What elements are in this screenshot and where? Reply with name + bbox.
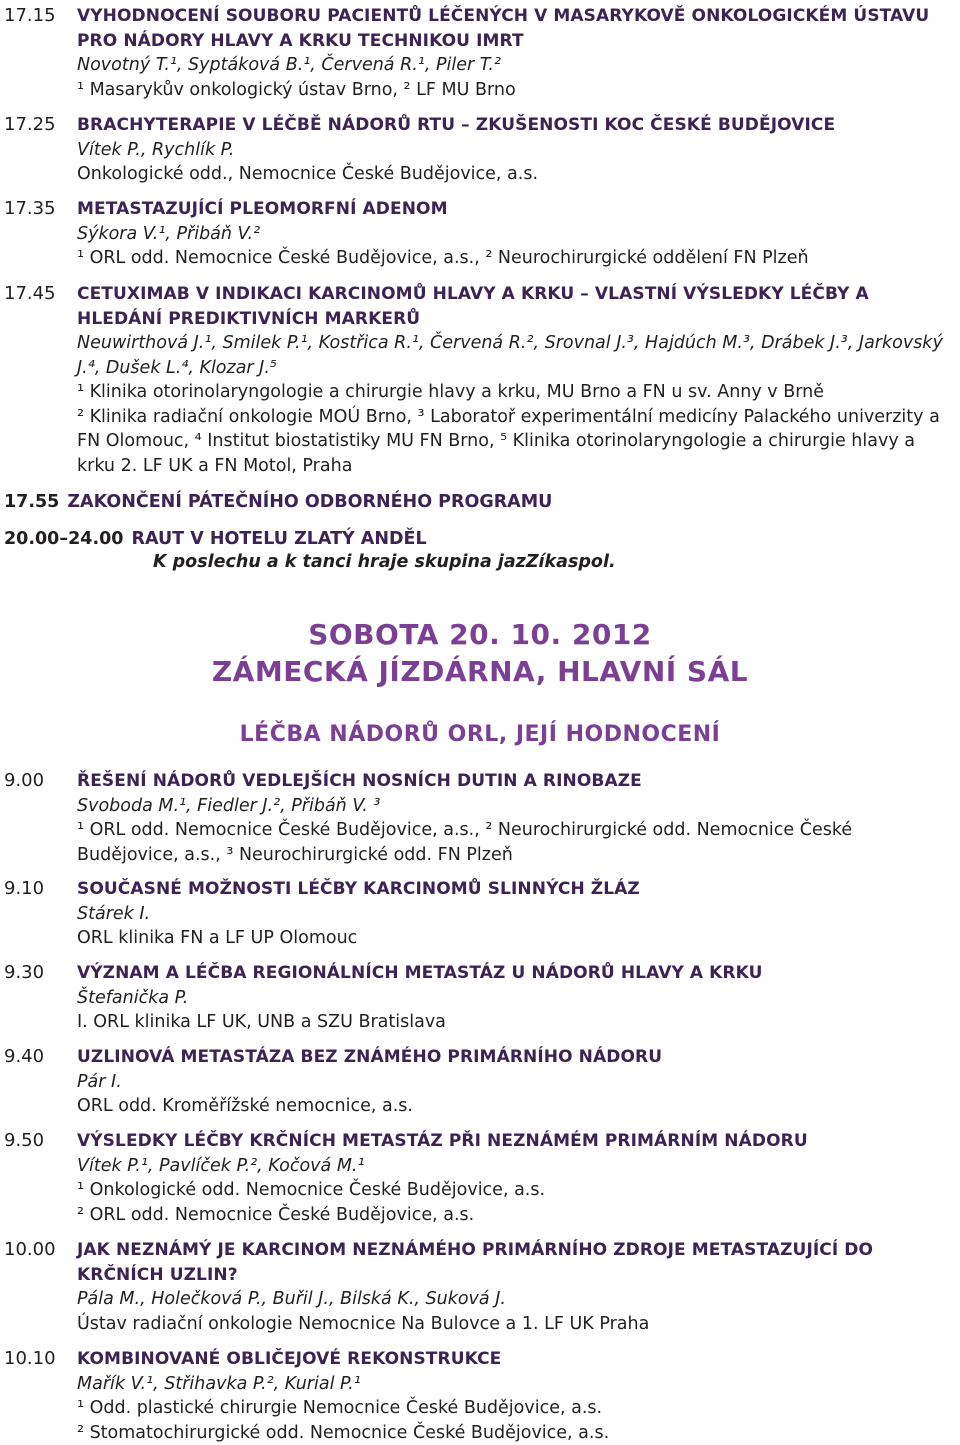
entry-time: 17.15	[4, 5, 56, 26]
entry-affiliation: ¹ Onkologické odd. Nemocnice České Budějovice, a.s.	[77, 1180, 546, 1200]
entry-affiliation: Onkologické odd., Nemocnice České Budějovice, a.s.	[77, 164, 539, 184]
entry-affiliation: ¹ Klinika otorinolaryngologie a chirurgie hlavy a krku, MU Brno a FN u sv. Anny v Brně	[77, 382, 824, 402]
raut-time: 20.00–24.00	[4, 529, 124, 549]
entry-title: VÝSLEDKY LÉČBY KRČNÍCH METASTÁZ PŘI NEZNÁMÉM PRIMÁRNÍM NÁDORU	[77, 1131, 808, 1151]
closing-line	[4, 490, 552, 515]
closing-title: ZAKONČENÍ PÁTEČNÍHO ODBORNÉHO PROGRAMU	[67, 492, 553, 512]
entry-body	[77, 877, 954, 951]
entry-body	[77, 4, 954, 102]
entry-authors: Svoboda M.¹, Fiedler J.², Přibáň V. ³	[77, 795, 381, 816]
entry-affiliation: ² Stomatochirurgické odd. Nemocnice České Budějovice, a.s.	[77, 1422, 610, 1443]
entry-time: 17.35	[4, 198, 56, 219]
entry-affiliation: ¹ Odd. plastické chirurgie Nemocnice České Budějovice, a.s.	[77, 1398, 603, 1418]
entry-title: ŘEŠENÍ NÁDORŮ VEDLEJŠÍCH NOSNÍCH DUTIN A RINOBAZE	[77, 771, 642, 791]
entry-body	[77, 961, 954, 1035]
entry-title: SOUČASNÉ MOŽNOSTI LÉČBY KARCINOMŮ SLINNÝCH ŽLÁZ	[77, 879, 640, 899]
entry-body	[77, 197, 954, 271]
entry-title: KOMBINOVANÉ OBLIČEJOVÉ REKONSTRUKCE	[77, 1349, 502, 1369]
entry-time: 10.10	[4, 1348, 56, 1369]
entry-affiliation: ² Klinika radiační onkologie MOÚ Brno, ³ Laboratoř experimentální medicíny Palackého univerzity a FN Olomouc, ⁴ Institut biostatistiky MU FN Brno, ⁵ Klinika otorinolaryngologie a chirurgie hlavy a krku 2. LF UK a FN Motol, Praha	[77, 406, 940, 476]
entry-time: 10.00	[4, 1239, 56, 1260]
entry-authors: Stárek I.	[77, 903, 151, 924]
entry-title: BRACHYTERAPIE V LÉČBĚ NÁDORŮ RTU – ZKUŠENOSTI KOC ČESKÉ BUDĚJOVICE	[77, 115, 836, 135]
entry-title: METASTAZUJÍCÍ PLEOMORFNÍ ADENOM	[77, 199, 448, 219]
entry-title: UZLINOVÁ METASTÁZA BEZ ZNÁMÉHO PRIMÁRNÍHO NÁDORU	[77, 1047, 663, 1067]
day-venue: ZÁMECKÁ JÍZDÁRNA, HLAVNÍ SÁL	[211, 655, 749, 688]
entry-time: 17.45	[4, 283, 56, 304]
raut-title: RAUT V HOTELU ZLATÝ ANDĚL	[131, 529, 427, 549]
entry-title: JAK NEZNÁMÝ JE KARCINOM NEZNÁMÉHO PRIMÁRNÍHO ZDROJE METASTAZUJÍCÍ DO KRČNÍCH UZLIN?	[77, 1240, 874, 1285]
day-date: SOBOTA 20. 10. 2012	[308, 618, 652, 651]
entry-affiliation: I. ORL klinika LF UK, UNB a SZU Bratislava	[77, 1012, 446, 1032]
entry-title: CETUXIMAB V INDIKACI KARCINOMŮ HLAVY A KRKU – VLASTNÍ VÝSLEDKY LÉČBY A HLEDÁNÍ PREDIKTIVNÍCH MARKERŮ	[77, 284, 869, 329]
entry-body	[77, 1347, 954, 1445]
entry-authors: Vítek P.¹, Pavlíček P.², Kočová M.¹	[77, 1155, 365, 1176]
entry-affiliation: ¹ ORL odd. Nemocnice České Budějovice, a.s., ² Neurochirurgické odd. Nemocnice České Budějovice, a.s., ³ Neurochirurgické odd. FN Plzeň	[77, 820, 853, 865]
entry-authors: Sýkora V.¹, Přibáň V.²	[77, 223, 261, 244]
session-title: LÉČBA NÁDORŮ ORL, JEJÍ HODNOCENÍ	[239, 722, 721, 747]
entry-body	[77, 1129, 954, 1227]
entry-affiliation: ORL odd. Kroměřížské nemocnice, a.s.	[77, 1096, 413, 1116]
entry-time: 9.10	[4, 878, 45, 899]
entry-authors: Pála M., Holečková P., Buřil J., Bilská K., Suková J.	[77, 1289, 506, 1309]
entry-title: VÝZNAM A LÉČBA REGIONÁLNÍCH METASTÁZ U NÁDORŮ HLAVY A KRKU	[77, 963, 763, 983]
entry-affiliation: ORL klinika FN a LF UP Olomouc	[77, 928, 358, 948]
entry-affiliation: ¹ ORL odd. Nemocnice České Budějovice, a.s., ² Neurochirurgické oddělení FN Plzeň	[77, 248, 809, 268]
entry-title: VYHODNOCENÍ SOUBORU PACIENTŮ LÉČENÝCH V MASARYKOVĚ ONKOLOGICKÉM ÚSTAVU PRO NÁDORY HLAVY A KRKU TECHNIKOU IMRT	[77, 6, 930, 51]
entry-body	[77, 1238, 954, 1336]
entry-authors: Mařík V.¹, Střihavka P.², Kurial P.¹	[77, 1373, 361, 1394]
closing-time: 17.55	[4, 492, 60, 512]
raut-subtitle: K poslechu a k tanci hraje skupina jazZíkaspol.	[153, 552, 616, 572]
entry-affiliation: ¹ Masarykův onkologický ústav Brno, ² LF MU Brno	[77, 79, 516, 100]
entry-body	[77, 769, 954, 867]
entry-body	[77, 282, 954, 478]
entry-authors: Pár I.	[77, 1071, 122, 1092]
entry-time: 9.50	[4, 1130, 45, 1151]
entry-authors: Neuwirthová J.¹, Smilek P.¹, Kostřica R.¹, Červená R.², Srovnal J.³, Hajdúch M.³, Drábek J.³, Jarkovský J.⁴, Dušek L.⁴, Klozar J.⁵	[77, 333, 943, 378]
raut-line	[4, 527, 427, 552]
entry-affiliation: Ústav radiační onkologie Nemocnice Na Bulovce a 1. LF UK Praha	[77, 1313, 650, 1334]
entry-time: 9.30	[4, 962, 45, 983]
entry-body	[77, 113, 954, 187]
entry-affiliation: ² ORL odd. Nemocnice České Budějovice, a.s.	[77, 1204, 475, 1225]
entry-authors: Novotný T.¹, Syptáková B.¹, Červená R.¹, Piler T.²	[77, 55, 501, 75]
entry-time: 9.40	[4, 1046, 45, 1067]
entry-body	[77, 1045, 954, 1119]
entry-authors: Štefanička P.	[77, 987, 189, 1008]
entry-time: 17.25	[4, 114, 56, 135]
entry-authors: Vítek P., Rychlík P.	[77, 139, 235, 160]
entry-time: 9.00	[4, 770, 45, 791]
